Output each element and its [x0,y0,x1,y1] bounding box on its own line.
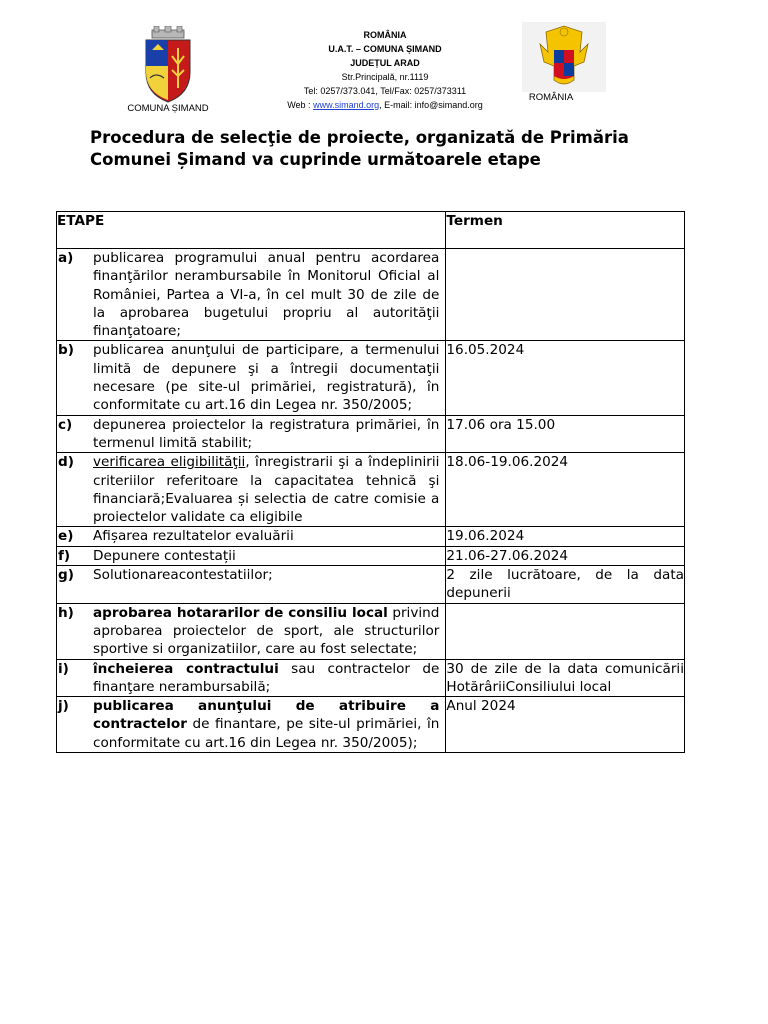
deadline-text: 2 zile lucrătoare, de la data depunerii [446,567,684,602]
header-uat: U.A.T. – COMUNA ȘIMAND [328,44,442,54]
row-letter: c) [58,416,73,433]
deadline-cell [446,603,685,659]
header-county: JUDEȚUL ARAD [350,58,420,68]
header-web-line [240,98,530,112]
deadline-cell: 19.06.2024 [446,527,685,546]
header-stages: ETAPE [57,212,446,249]
deadline-cell: 16.05.2024 [446,341,685,415]
header-address: Str.Principală, nr.1119 [341,72,429,82]
stage-text: Depunere contestații [93,547,236,564]
header-country: ROMÂNIA [363,30,407,40]
stage-text-rest: privind aprobarea proiectelor de sport, ale structurilor sportive si organizatiilor, care au fost selectate; [93,604,440,658]
stage-text-rest: de finantare, pe site-ul primăriei, în conformitate cu art.16 din Legea nr. 350/2005); [93,716,440,751]
stage-text-underlined: verificarea eligibilităţii [93,454,246,471]
table-row [57,603,685,659]
row-letter: e) [58,528,74,545]
stage-text: Afișarea rezultatelor evaluării [93,528,294,545]
letterhead-text [240,28,530,112]
row-letter: j) [58,698,69,715]
table-row [57,659,685,697]
document-title: Procedura de selecţie de proiecte, organizată de Primăria Comunei Șimand va cuprinde următoarele etape [90,128,629,169]
deadline-cell [446,249,685,341]
stage-text: Solutionareacontestatiilor; [93,567,273,584]
stage-text-bold: aprobarea hotararilor de consiliu local [93,604,388,621]
table-row [57,546,685,565]
table-row [57,453,685,527]
stage-text: publicarea programului anual pentru acordarea finanţărilor nerambursabile în Monitorul Oficial al României, Partea a VI-a, în cel mult 30 de zile de la aprobarea bugetului propriu al autorităţii finanţatoare; [93,250,440,340]
left-crest-caption: COMUNA ȘIMAND [127,103,209,114]
row-letter: b) [58,342,74,359]
stage-text-rest: sau contractelor de finanţare nerambursabilă; [93,660,440,695]
deadline-cell [446,566,685,604]
header-deadline: Termen [446,212,685,249]
header-phone: Tel: 0257/373.041, Tel/Fax: 0257/373311 [303,86,467,96]
row-letter: f) [58,547,71,564]
stage-text [93,660,445,697]
stages-table [56,211,685,753]
simand-coat-of-arms-icon [138,26,198,104]
table-row [57,697,685,753]
deadline-cell: 18.06-19.06.2024 [446,453,685,527]
row-letter: h) [58,604,74,621]
deadline-cell: 17.06 ora 15.00 [446,415,685,453]
deadline-cell: Anul 2024 [446,697,685,753]
deadline-text: 30 de zile de la data comunicării HotărâriiConsiliului local [446,660,684,695]
table-row [57,527,685,546]
deadline-cell: 21.06-27.06.2024 [446,546,685,565]
website-link[interactable]: www.simand.org [313,100,380,110]
stage-text-rest: , înregistrarii şi a îndeplinirii criteriilor referitoare la capacitatea tehnică şi financiară;Evaluarea și selectia de catre comisie a proiectelor validate ca eligibile [93,454,440,526]
stage-text [93,453,445,526]
row-letter: i) [58,660,69,677]
stage-text-bold: încheierea contractului [93,660,279,677]
stage-text: publicarea anunţului de participare, a termenului limită de depunere şi a întregii documentaţii necesare (pe site-ul primăriei, registratură), în conformitate cu art.16 din Legea nr. 350/2005; [93,342,440,414]
right-crest-caption: ROMÂNIA [528,92,574,103]
stage-text: depunerea proiectelor la registratura primăriei, în termenul limită stabilit; [93,416,440,451]
web-label: Web : [287,100,311,110]
email-text: , E-mail: info@simand.org [379,100,483,110]
table-header-row [57,212,685,249]
row-letter: d) [58,454,74,471]
deadline-cell [446,659,685,697]
table-row [57,415,685,453]
row-letter: a) [58,250,74,266]
table-row [57,566,685,604]
romania-coat-of-arms-icon [522,22,606,92]
stage-text [93,697,445,752]
table-row [57,249,685,341]
stage-text [93,604,445,659]
table-row [57,341,685,415]
row-letter: g) [58,567,74,584]
stage-text-bold: publicarea anunţului de atribuire a contractelor [93,698,440,733]
